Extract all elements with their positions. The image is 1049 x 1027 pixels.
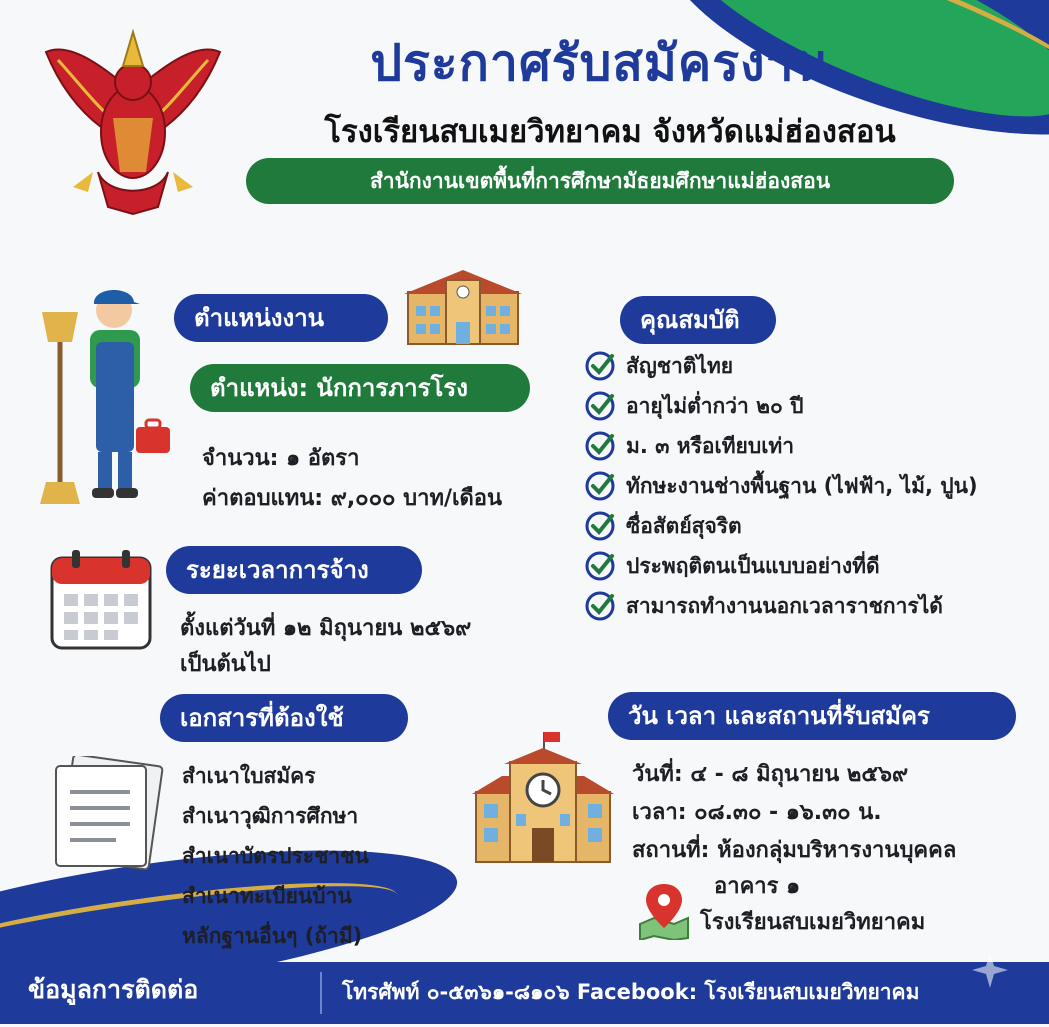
footer-divider xyxy=(320,972,322,1014)
document-item: สำเนาวุฒิการศึกษา xyxy=(182,804,359,828)
qualification-item: ม. ๓ หรือเทียบเท่า xyxy=(584,428,978,464)
school-clock-building-icon xyxy=(472,732,614,864)
application-time: เวลา: ๐๘.๓๐ - ๑๖.๓๐ น. xyxy=(632,800,882,825)
qualification-item: ประพฤติตนเป็นแบบอย่างที่ดี xyxy=(584,548,978,584)
application-place: สถานที่: ห้องกลุ่มบริหารงานบุคคล xyxy=(632,838,957,863)
documents-list xyxy=(182,760,369,960)
qualification-item: ซื่อสัตย์สุจริต xyxy=(584,508,978,544)
document-item: สำเนาทะเบียนบ้าน xyxy=(182,884,352,908)
check-circle-icon xyxy=(584,430,616,462)
check-circle-icon xyxy=(584,350,616,382)
application-school: โรงเรียนสบเมยวิทยาคม xyxy=(700,910,926,935)
qualifications-list xyxy=(584,348,978,628)
check-circle-icon xyxy=(584,390,616,422)
application-building: อาคาร ๑ xyxy=(714,874,801,899)
map-pin-icon xyxy=(636,880,692,940)
employment-heading: ระยะเวลาการจ้าง xyxy=(166,546,422,594)
application-date: วันที่: ๔ - ๘ มิถุนายน ๒๕๖๙ xyxy=(632,762,909,787)
education-office-banner: สำนักงานเขตพื้นที่การศึกษามัธยมศึกษาแม่ฮ่องสอน xyxy=(246,158,954,204)
document-item: สำเนาบัตรประชาชน xyxy=(182,844,369,868)
garuda-emblem-icon xyxy=(38,22,228,218)
employment-note: เป็นต้นไป xyxy=(180,652,271,677)
check-circle-icon xyxy=(584,470,616,502)
check-circle-icon xyxy=(584,550,616,582)
qualification-item: สามารถทำงานนอกเวลาราชการได้ xyxy=(584,588,978,624)
documents-heading: เอกสารที่ต้องใช้ xyxy=(160,694,408,742)
position-count: จำนวน: ๑ อัตรา xyxy=(202,446,360,471)
position-name: ตำแหน่ง: นักการภารโรง xyxy=(190,364,530,412)
page-title: ประกาศรับสมัครงาน xyxy=(370,34,830,92)
footer-contact: โทรศัพท์ ๐-๕๓๖๑-๘๑๐๖ Facebook: โรงเรียนสบเมยวิทยาคม xyxy=(342,980,920,1004)
qualification-item: ทักษะงานช่างพื้นฐาน (ไฟฟ้า, ไม้, ปูน) xyxy=(584,468,978,504)
check-circle-icon xyxy=(584,590,616,622)
document-item: สำเนาใบสมัคร xyxy=(182,764,316,788)
janitor-worker-icon xyxy=(36,282,176,512)
school-building-icon xyxy=(402,262,524,346)
application-heading: วัน เวลา และสถานที่รับสมัคร xyxy=(608,692,1016,740)
qualification-item: สัญชาติไทย xyxy=(584,348,978,384)
document-item: หลักฐานอื่นๆ (ถ้ามี) xyxy=(182,924,363,948)
footer-title: ข้อมูลการติดต่อ xyxy=(28,975,199,1004)
qualification-item: อายุไม่ต่ำกว่า ๒๐ ปี xyxy=(584,388,978,424)
documents-icon xyxy=(46,756,166,870)
employment-start: ตั้งแต่วันที่ ๑๒ มิถุนายน ๒๕๖๙ xyxy=(180,616,472,641)
sparkle-icon xyxy=(970,950,1010,990)
check-circle-icon xyxy=(584,510,616,542)
position-salary: ค่าตอบแทน: ๙,๐๐๐ บาท/เดือน xyxy=(202,486,503,511)
position-heading: ตำแหน่งงาน xyxy=(174,294,388,342)
qualifications-heading: คุณสมบัติ xyxy=(620,296,776,344)
school-name: โรงเรียนสบเมยวิทยาคม จังหวัดแม่ฮ่องสอน xyxy=(324,114,896,150)
calendar-icon xyxy=(50,548,152,650)
